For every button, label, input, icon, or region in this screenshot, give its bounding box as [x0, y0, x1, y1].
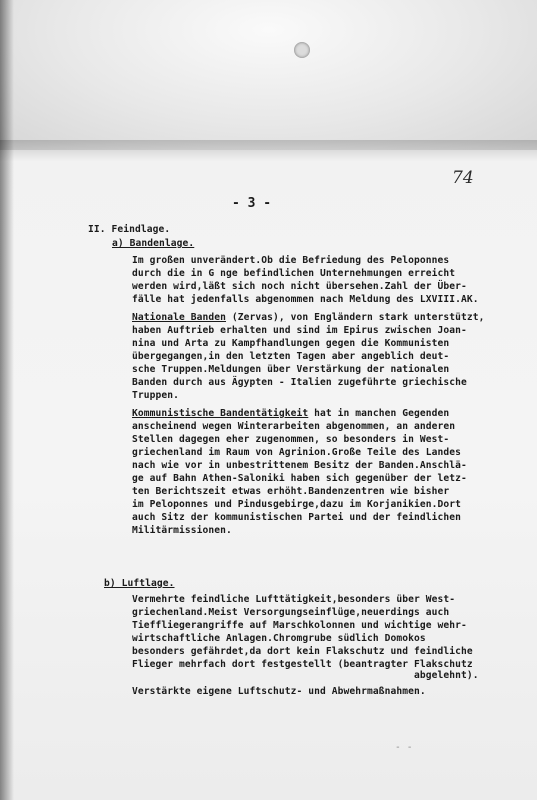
text-line: Im großen unverändert.Ob die Befriedung des Peloponnes: [132, 255, 450, 266]
komm-label: Kommunistische Bandentätigkeit: [132, 408, 309, 419]
torn-edge-shadow: [0, 140, 537, 162]
text-line: nach wie vor in unbestrittenem Besitz der Banden.Anschlä-: [132, 460, 467, 471]
komm-first: hat in manchen Gegenden: [308, 408, 450, 419]
text-line: auch Sitz der kommunistischen Partei und der feindlichen: [132, 512, 462, 523]
text-line: Vermehrte feindliche Lufttätigkeit,besonders über West-: [132, 594, 456, 605]
text-line: Militärmissionen.: [132, 525, 232, 536]
nat-bands-label: Nationale Banden: [132, 312, 227, 323]
text-line: [132, 312, 485, 324]
punch-hole: [294, 42, 310, 58]
text-line: Stellen dagegen eher zugenommen, so besonders in West-: [132, 434, 450, 445]
text-line: nina und Arta zu Kampfhandlungen gegen die Kommunisten: [132, 338, 450, 349]
text-line: anscheinend wegen Winterarbeiten abgenommen, an anderen: [132, 421, 456, 432]
text-line: sche Truppen.Meldungen über Verstärkung der nationalen: [132, 364, 450, 375]
text-line: Tieffliegerangriffe auf Marschkolonnen und wichtige wehr-: [132, 620, 467, 631]
text-line: abgelehnt).: [132, 670, 479, 681]
text-line: [132, 408, 449, 420]
subsection-b-label: b) Luftlage.: [104, 578, 175, 589]
text-line: fälle hat jedenfalls abgenommen nach Meldung des LXVIII.AK.: [132, 294, 479, 305]
text-line: ge auf Bahn Athen-Saloniki haben sich gegenüber der letz-: [132, 473, 467, 484]
text-line: im Peloponnes und Pindusgebirge,dazu im Korjanikien.Dort: [132, 499, 462, 510]
text-line: ten Berichtszeit etwas erhöht.Bandenzentren wie bisher: [132, 486, 450, 497]
text-line: übergegangen,in den letzten Tagen aber angeblich deut-: [132, 351, 450, 362]
text-line: durch die in G nge befindlichen Unternehmungen erreicht: [132, 268, 456, 279]
section-heading: II. Feindlage.: [88, 224, 171, 235]
folio-number: 74: [452, 168, 474, 188]
text-line: Truppen.: [132, 390, 180, 401]
text-line: griechenland im Raum von Agrinion.Große Teile des Landes: [132, 447, 462, 458]
page-number: - 3 -: [232, 196, 272, 211]
text-line: haben Auftrieb erhalten und sind im Epirus zwischen Joan-: [132, 325, 467, 336]
text-line: werden wird,läßt sich noch nicht übersehen.Zahl der Über-: [132, 281, 467, 292]
text-line: Flieger mehrfach dort festgestellt (beantragter Flakschutz: [132, 659, 473, 670]
subsection-a-title: a) Bandenlage.: [112, 238, 195, 249]
text-line: griechenland.Meist Versorgungseinflüge,neuerdings auch: [132, 607, 450, 618]
binding-shadow: [0, 0, 14, 800]
text-line: wirtschaftliche Anlagen.Chromgrube südlich Domokos: [132, 633, 426, 644]
subsection-b-title: [104, 578, 175, 590]
bleed-through-mark: - -: [395, 742, 413, 753]
text-line: Banden durch aus Ägypten - Italien zugeführte griechische: [132, 377, 467, 388]
text-line: Verstärkte eigene Luftschutz- und Abwehrmaßnahmen.: [132, 686, 426, 697]
text-line: besonders gefährdet,da dort kein Flakschutz und feindliche: [132, 646, 473, 657]
nat-bands-first: (Zervas), von Engländern stark unterstützt,: [226, 312, 485, 323]
torn-top-area: [0, 0, 537, 150]
